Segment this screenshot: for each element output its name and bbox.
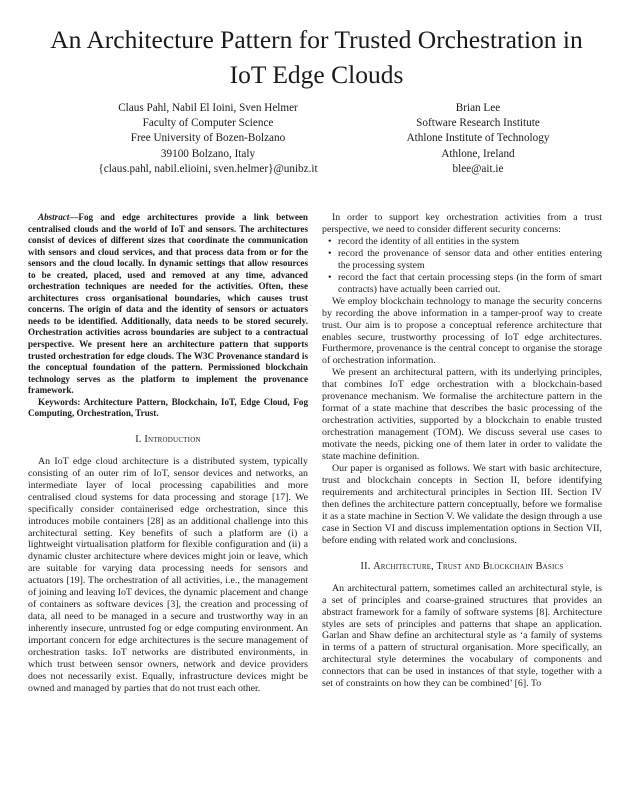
intro-paragraph-2: In order to support key orchestration activities from a trust perspective, we need to consider different security concerns: [322,212,602,235]
author-affiliation-line: Athlone, Ireland [441,147,515,160]
author-affiliation-line: Athlone Institute of Technology [406,132,550,145]
intro-paragraph-3: We employ blockchain technology to manage the security concerns by recording the above information in a tamper-proof way to create trust. Our aim is to propose a conceptual reference architecture that enables secure, trustworthy processing of IoT edge architectures. Furthermore, provenance is the central concept to organise the storage of orchestration information. [322,295,602,367]
paper-title-line-1: An Architecture Pattern for Trusted Orchestration in [50,25,583,54]
intro-paragraph-4: We present an architectural pattern, with its underlying principles, that combines IoT edge orchestration with a blockchain-based provenance mechanism. We formalise the architecture pattern in the format of a state machine that describes the basic processing of the orchestration activities, supported by a blockchain to enable trusted orchestration management (TOM). We discuss several use cases to motivate the needs, picking one of them later in order to validate the state machine definition. [322,367,602,463]
intro-paragraph-1: An IoT edge cloud architecture is a distributed system, typically consisting of an outer rim of IoT, sensor devices and networks, an intermediate layer of local processing capabilities and more centralised cloud systems for data processing and storage [17]. We specifically consider containerised edge orchestration, since this introduces mobile containers [28] as an additional challenge into this architectural setting. Key benefits of such a platform are (i) a lightweight virtualisation platform for flexible configuration and (ii) a dynamic cluster architecture where devices might join or leave, which are suitable for varying data processing needs for sensors and actuators [19]. The orchestration of all activities, i.e., the management of joining and leaving IoT devices, the dynamic placement and change of containers as software devices [3], the creation and processing of data, all need to be managed in a secure and trustworthy way in an inherently insecure, untrusted fog or edge computing environment. An important concern for edge architectures is the secure management of orchestration tasks. IoT networks are distributed environments, in which trust between sensor owners, network and device providers does not necessarily exist. Equally, infrastructure devices might be owned and managed by parties that do not trust each other. [28,455,308,694]
list-item: • record the identity of all entities in the system [338,236,602,248]
security-concerns-list [322,236,602,296]
author-email: {claus.pahl, nabil.elioini, sven.helmer}@unibz.it [98,162,318,175]
author-affiliation-line: Free University of Bozen-Bolzano [130,132,286,145]
right-column [322,212,602,690]
abstract [28,212,308,397]
author-affiliation-line: 39100 Bolzano, Italy [160,147,256,160]
section-number: II. [360,560,374,572]
list-item: • record the provenance of sensor data and other entities entering the processing system [338,248,602,272]
author-names: Brian Lee [455,102,501,114]
author-email: blee@ait.ie [452,162,504,175]
section-heading-architecture [322,561,602,573]
author-block-1 [88,101,328,177]
section-heading-introduction [28,434,308,446]
keywords: Keywords: Architecture Pattern, Blockchain, IoT, Edge Cloud, Fog Computing, Orchestration, Trust. [28,396,308,419]
paper-title-line-2: IoT Edge Clouds [229,60,404,89]
author-block-2 [372,101,584,177]
abstract-label: Abstract [38,212,70,222]
author-affiliation-line: Software Research Institute [416,117,540,130]
section-title: Architecture, Trust and Blockchain Basics [373,560,564,572]
section-title: Introduction [144,433,201,445]
left-column [28,212,308,695]
paper-title [0,22,633,92]
author-affiliation-line: Faculty of Computer Science [142,117,274,130]
section-number: I. [135,433,145,445]
section2-paragraph-1: An architectural pattern, sometimes called an architectural style, is a set of principles and coarse-grained structures that provides an abstract framework for a family of software systems [8]. Architecture styles are sets of principles and patterns that shape an application. Garlan and Shaw define an architectural style as ‘a family of systems in terms of a pattern of structural organisation. More specifically, an architectural style determines the vocabulary of components and connectors that can be used in instances of that style, together with a set of constraints on how they can be combined’ [6]. To [322,582,602,690]
abstract-text: —Fog and edge architectures provide a link between centralised clouds and the world of IoT and sensors. The architectures consist of devices of different sizes that coordinate the communication with sensors and cloud services, and that process data from or for the sensors and the cloud locally. In dynamic settings that allow resources to be created, placed, used and removed at any time, advanced orchestration techniques are needed for the activities. Often, these architectures cross organisational boundaries, which causes trust concerns. The origin of data and the identity of sensors or actuators needs to be identified. Additionally, data needs to be stored securely. Orchestration activities across boundaries are subject to a contractual perspective. We present here an architecture pattern that supports trusted orchestration for edge clouds. The W3C Provenance standard is the conceptual foundation of the pattern. Permissioned blockchain technology serves as the platform to implement the provenance framework. [28,212,308,396]
author-names: Claus Pahl, Nabil El Ioini, Sven Helmer [118,102,298,114]
intro-paragraph-5: Our paper is organised as follows. We start with basic architecture, trust and blockchain concepts in Section II, before identifying requirements and architectural principles in Section III. Section IV then defines the architecture pattern conceptually, before we formalise it as a state machine in Section V. We validate the design through a use case in Section VI and discuss implementation options in Section VII, before ending with related work and conclusions. [322,463,602,546]
list-item: • record the fact that certain processing steps (in the form of smart contracts) have actually been carried out. [338,272,602,296]
